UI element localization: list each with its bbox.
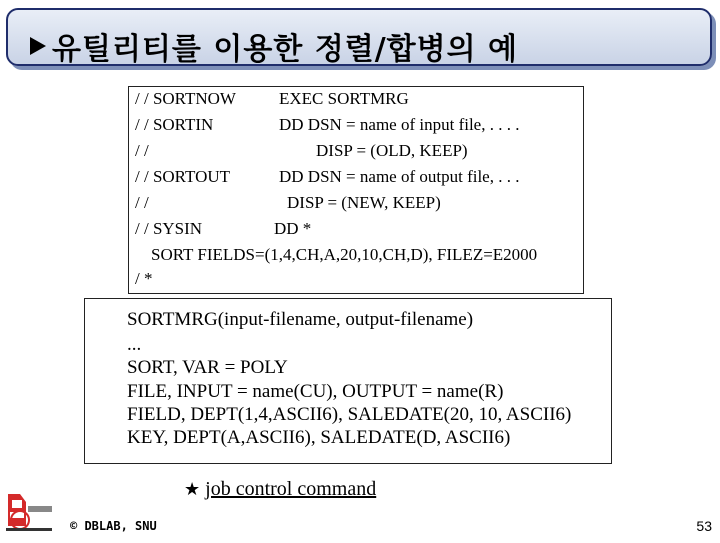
jcl-line-label: / *: [135, 269, 153, 288]
program-line: ...: [127, 334, 142, 355]
jcl-line-label: / / SYSIN: [135, 219, 203, 238]
copyright-text: © DBLAB, SNU: [70, 519, 157, 533]
sort-program-listing: [84, 298, 612, 464]
program-line: KEY, DEPT(A,ASCII6), SALEDATE(D, ASCII6): [127, 427, 511, 448]
page-number: 53: [696, 518, 712, 534]
jcl-line-statement: DISP = (NEW, KEEP): [287, 193, 441, 212]
jcl-line-statement: SORT FIELDS=(1,4,CH,A,20,10,CH,D), FILEZ=E2000: [151, 245, 538, 264]
program-line: SORTMRG(input-filename, output-filename): [127, 309, 474, 330]
jcl-line-label: / / SORTOUT: [135, 167, 231, 186]
dblab-logo-icon: [0, 490, 56, 538]
jcl-line-label: / / SORTNOW: [135, 89, 236, 108]
title-bar: [6, 8, 712, 66]
jcl-listing: [128, 86, 584, 294]
jcl-line-statement: DD *: [274, 219, 312, 238]
jcl-line-label: / /: [135, 141, 149, 160]
star-icon: ★: [184, 479, 201, 500]
program-line: FIELD, DEPT(1,4,ASCII6), SALEDATE(20, 10, ASCII6): [127, 404, 572, 425]
program-line: SORT, VAR = POLY: [127, 357, 288, 378]
jcl-line-statement: DISP = (OLD, KEEP): [316, 141, 468, 160]
page-title: 유틸리티를 이용한 정렬/합병의 예: [52, 32, 519, 67]
jcl-line-statement: DD DSN = name of input file, . . . .: [279, 115, 520, 134]
jcl-line-statement: EXEC SORTMRG: [279, 89, 409, 108]
jcl-line-label: / /: [135, 193, 149, 212]
program-line: FILE, INPUT = name(CU), OUTPUT = name(R): [127, 381, 504, 402]
right-triangle-icon: [30, 37, 46, 55]
caption: [184, 478, 376, 501]
jcl-line-label: / / SORTIN: [135, 115, 214, 134]
caption-text: job control command: [205, 478, 377, 500]
jcl-line-statement: DD DSN = name of output file, . . .: [279, 167, 520, 186]
